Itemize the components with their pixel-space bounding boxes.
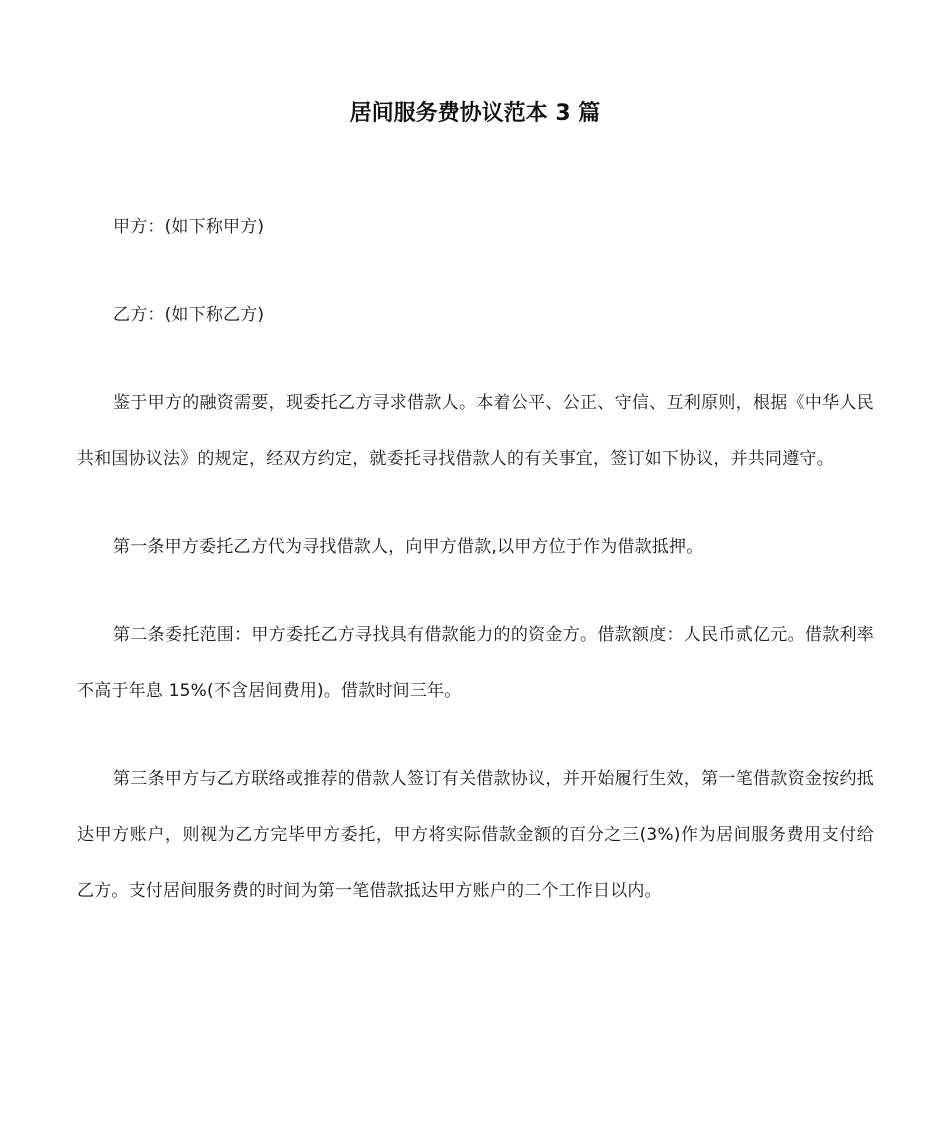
document-title: 居间服务费协议范本 3 篇 — [349, 101, 601, 126]
article-1-paragraph: 第一条甲方委托乙方代为寻找借款人，向甲方借款,以甲方位于作为借款抵押。 — [113, 537, 704, 557]
party-b-line: 乙方：(如下称乙方) — [113, 305, 265, 325]
document-body — [77, 199, 874, 919]
preamble-paragraph: 鉴于甲方的融资需要，现委托乙方寻求借款人。本着公平、公正、守信、互利原则，根据《中华人民共和国协议法》的规定，经双方约定，就委托寻找借款人的有关事宜，签订如下协议，并共同遵守。 — [77, 393, 874, 469]
party-a-line: 甲方：(如下称甲方) — [113, 217, 265, 237]
article-3-paragraph: 第三条甲方与乙方联络或推荐的借款人签订有关借款协议，并开始履行生效，第一笔借款资金按约抵达甲方账户，则视为乙方完毕甲方委托，甲方将实际借款金额的百分之三(3%)作为居间服务费用支付给乙方。支付居间服务费的时间为第一笔借款抵达甲方账户的二个工作日以内。 — [77, 769, 874, 901]
article-2-paragraph: 第二条委托范围：甲方委托乙方寻找具有借款能力的的资金方。借款额度：人民币贰亿元。借款利率不高于年息 15%(不含居间费用)。借款时间三年。 — [77, 625, 874, 701]
